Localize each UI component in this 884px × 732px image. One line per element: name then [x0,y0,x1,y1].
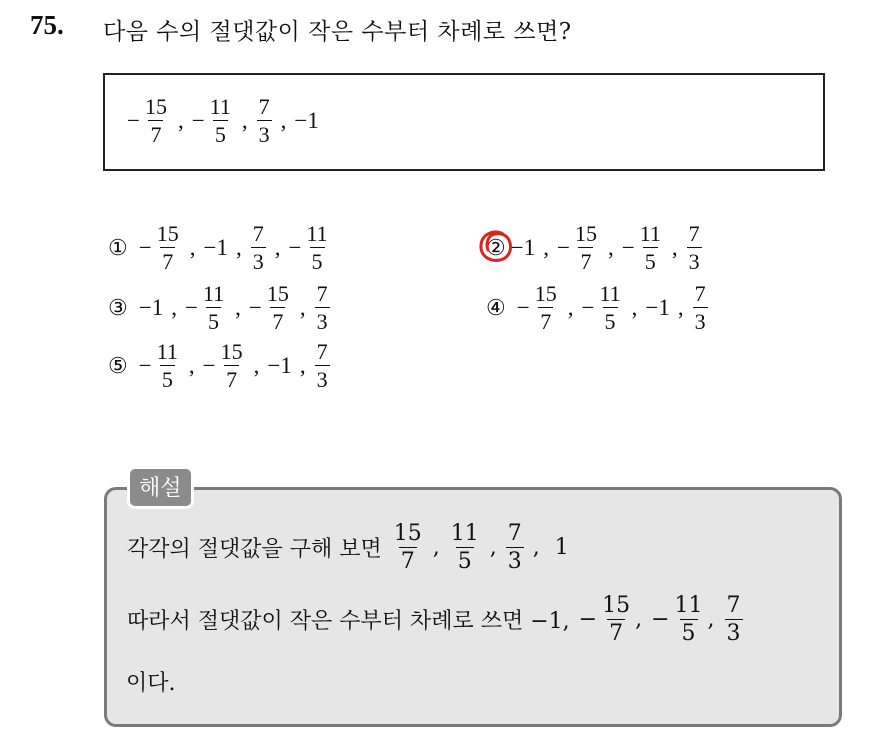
separator: , [177,107,184,133]
minus-sign: − [581,294,595,320]
separator: , [241,107,248,133]
numerator: 15 [393,521,422,546]
denominator: 5 [681,621,696,647]
numerator: 15 [220,339,243,364]
separator: , [235,234,242,260]
fraction [506,522,524,573]
numerator: 7 [316,339,328,364]
fraction [573,222,599,273]
numerator: 7 [688,221,700,246]
numerator: 7 [316,281,328,306]
choice-sequence [138,222,332,273]
text-run: , [707,607,722,633]
choice-sequence [516,282,710,333]
numerator: 7 [726,593,741,618]
choice-number: ② [486,234,506,260]
choice-2[interactable] [486,222,704,273]
fraction [155,222,181,273]
text-run: −1 [138,294,164,320]
choice-sequence [138,282,332,333]
fraction [315,340,330,391]
numerator: 7 [258,94,270,119]
denominator: 7 [226,367,238,393]
fraction [725,594,743,645]
separator: , [189,234,196,260]
minus-sign: − [138,234,152,260]
choice-4[interactable] [486,282,710,333]
fraction [304,222,329,273]
given-sequence [126,95,320,146]
numerator: 15 [602,593,631,618]
denominator: 5 [457,549,472,575]
denominator: 5 [311,249,323,275]
denominator: 5 [208,309,220,335]
choice-3[interactable] [108,282,332,333]
minus-sign: − [288,234,302,260]
separator: , [299,294,306,320]
denominator: 3 [252,249,264,275]
numerator: 11 [156,339,178,364]
denominator: 7 [400,549,415,575]
denominator: 7 [580,249,592,275]
fraction [315,282,330,333]
choice-sequence [138,340,332,391]
separator: , [677,294,684,320]
denominator: 7 [162,249,174,275]
numerator: 15 [534,281,557,306]
minus-sign: − [516,294,530,320]
numerator: 11 [202,281,225,306]
fraction [265,282,291,333]
separator: , [567,294,574,320]
numerator: 15 [266,281,289,306]
choice-number: ③ [108,294,128,320]
fraction [449,522,481,573]
denominator: 3 [316,367,328,393]
fraction [600,594,632,645]
denominator: 3 [726,621,741,647]
fraction [155,340,180,391]
solution-tag: 해설 [127,466,194,509]
denominator: 3 [316,309,328,335]
choice-number: ⑤ [108,352,128,378]
separator: , [274,234,281,260]
denominator: 3 [258,122,270,148]
separator: , [489,535,497,561]
fraction [208,95,233,146]
separator: , [299,352,306,378]
separator: , [188,352,195,378]
numerator: 15 [156,221,179,246]
text-run: , [635,607,650,633]
denominator: 5 [214,122,226,148]
fraction [693,282,708,333]
fraction [219,340,245,391]
choice-number: ① [108,234,128,260]
text-run: −1 [510,234,536,260]
separator: , [543,234,549,260]
numerator: 11 [306,221,328,246]
numerator: 11 [599,281,621,306]
denominator: 3 [694,309,706,335]
denominator: 3 [507,549,522,575]
text-run: 따라서 절댓값이 작은 수부터 차례로 쓰면 −1, [127,609,577,635]
minus-sign: − [138,352,152,378]
fraction [143,95,169,146]
numerator: 7 [252,221,264,246]
separator: , [532,535,540,561]
fraction [638,222,663,273]
minus-sign: − [248,294,262,320]
numerator: 15 [574,221,597,246]
fraction [257,95,272,146]
choice-number: ④ [486,294,506,320]
denominator: 5 [604,309,616,335]
fraction [597,282,622,333]
fraction [533,282,559,333]
text-run: 각각의 절댓값을 구해 보면 [127,537,389,563]
solution-line-2 [126,594,745,645]
denominator: 3 [688,249,700,275]
fraction [201,282,226,333]
numerator: 7 [507,521,522,546]
numerator: 15 [144,94,167,119]
fraction [673,594,705,645]
separator: , [171,294,177,320]
numerator: 11 [450,521,479,546]
choice-5[interactable] [108,340,332,391]
denominator: 7 [540,309,552,335]
minus-sign: − [202,352,216,378]
fraction [687,222,702,273]
denominator: 5 [644,249,656,275]
minus-sign: − [556,234,570,260]
separator: , [631,294,638,320]
denominator: 7 [272,309,284,335]
text-run: 1 [547,535,569,561]
numerator: 7 [694,281,706,306]
text-run: −1 [294,107,319,133]
minus-sign: − [191,107,205,133]
separator: , [671,234,678,260]
minus-sign: − [184,294,198,320]
text-run: −1 [203,234,228,260]
separator: , [253,352,260,378]
minus-sign: − [127,107,140,133]
minus-sign: − [651,607,670,633]
numerator: 11 [639,221,661,246]
solution-line-1 [126,522,570,573]
answer-mark-icon [478,228,514,264]
solution-line-3: 이다. [126,671,176,696]
fraction [251,222,266,273]
question-text: 다음 수의 절댓값이 작은 수부터 차례로 쓰면? [103,19,572,45]
separator: , [607,234,614,260]
denominator: 7 [609,621,624,647]
minus-sign: − [578,607,598,633]
fraction [392,522,424,573]
question-number: 75. [30,10,64,40]
choice-1[interactable] [108,222,332,273]
text-run: −1 [267,352,292,378]
text-run: −1 [645,294,670,320]
separator: , [235,294,241,320]
separator: , [432,535,440,561]
choice-sequence [510,222,704,273]
minus-sign: − [621,234,635,260]
numerator: 11 [674,593,703,618]
denominator: 5 [161,367,173,393]
separator: , [280,107,287,133]
numerator: 11 [209,94,231,119]
denominator: 7 [150,122,162,148]
